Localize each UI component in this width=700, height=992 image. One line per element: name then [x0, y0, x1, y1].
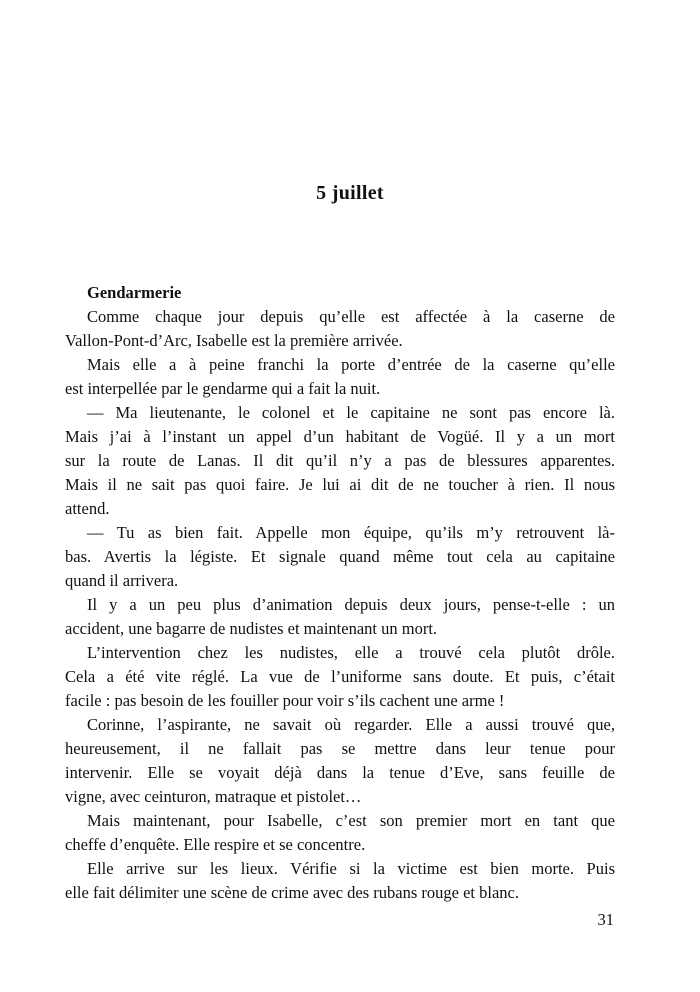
text-line: attend.	[65, 499, 110, 518]
text-line: Mais il ne sait pas quoi faire. Je lui ai dit de ne toucher à rien. Il nous	[65, 475, 615, 494]
text-line: accident, une bagarre de nudistes et maintenant un mort.	[65, 619, 438, 638]
page-number: 31	[597, 910, 614, 929]
paragraph	[65, 521, 615, 593]
paragraph	[65, 713, 615, 809]
paragraph	[65, 857, 615, 905]
paragraph	[65, 809, 615, 857]
text-line: Cela a été vite réglé. La vue de l’uniforme sans doute. Et puis, c’était	[65, 667, 615, 686]
text-line: sur la route de Lanas. Il dit qu’il n’y a pas de blessures apparentes.	[65, 451, 615, 470]
text-line: Gendarmerie	[87, 283, 182, 302]
text-line: Il y a un peu plus d’animation depuis deux jours, pense-t-elle : un	[87, 595, 615, 614]
text-line: Mais maintenant, pour Isabelle, c’est son premier mort en tant que	[87, 811, 615, 830]
text-line: facile : pas besoin de les fouiller pour voir s’ils cachent une arme !	[65, 691, 505, 710]
text-line: heureusement, il ne fallait pas se mettre dans leur tenue pour	[65, 739, 615, 758]
text-line: vigne, avec ceinturon, matraque et pistolet…	[65, 787, 362, 806]
text-line: est interpellée par le gendarme qui a fait la nuit.	[65, 379, 381, 398]
text-line: L’intervention chez les nudistes, elle a trouvé cela plutôt drôle.	[87, 643, 615, 662]
text-line: Elle arrive sur les lieux. Vérifie si la victime est bien morte. Puis	[87, 859, 615, 878]
paragraph	[65, 353, 615, 401]
paragraph	[65, 641, 615, 713]
chapter-title: 5 juillet	[316, 182, 384, 204]
paragraph	[65, 401, 615, 521]
text-line: bas. Avertis la légiste. Et signale quand même tout cela au capitaine	[65, 547, 615, 566]
text-line: quand il arrivera.	[65, 571, 179, 590]
paragraph	[65, 305, 615, 353]
text-line: elle fait délimiter une scène de crime avec des rubans rouge et blanc.	[65, 883, 519, 902]
paragraph	[65, 593, 615, 641]
text-line: intervenir. Elle se voyait déjà dans la tenue d’Eve, sans feuille de	[65, 763, 615, 782]
text-line: cheffe d’enquête. Elle respire et se concentre.	[65, 835, 366, 854]
text-line: Vallon-Pont-d’Arc, Isabelle est la première arrivée.	[65, 331, 403, 350]
page-text-block	[65, 281, 615, 905]
text-line: — Tu as bien fait. Appelle mon équipe, qu’ils m’y retrouvent là-	[87, 523, 615, 542]
text-line: Mais elle a à peine franchi la porte d’entrée de la caserne qu’elle	[87, 355, 615, 374]
text-line: — Ma lieutenante, le colonel et le capitaine ne sont pas encore là.	[87, 403, 615, 422]
section-heading	[65, 281, 615, 305]
text-line: Comme chaque jour depuis qu’elle est affectée à la caserne de	[87, 307, 615, 326]
text-line: Corinne, l’aspirante, ne savait où regarder. Elle a aussi trouvé que,	[87, 715, 615, 734]
text-line: Mais j’ai à l’instant un appel d’un habitant de Vogüé. Il y a un mort	[65, 427, 615, 446]
